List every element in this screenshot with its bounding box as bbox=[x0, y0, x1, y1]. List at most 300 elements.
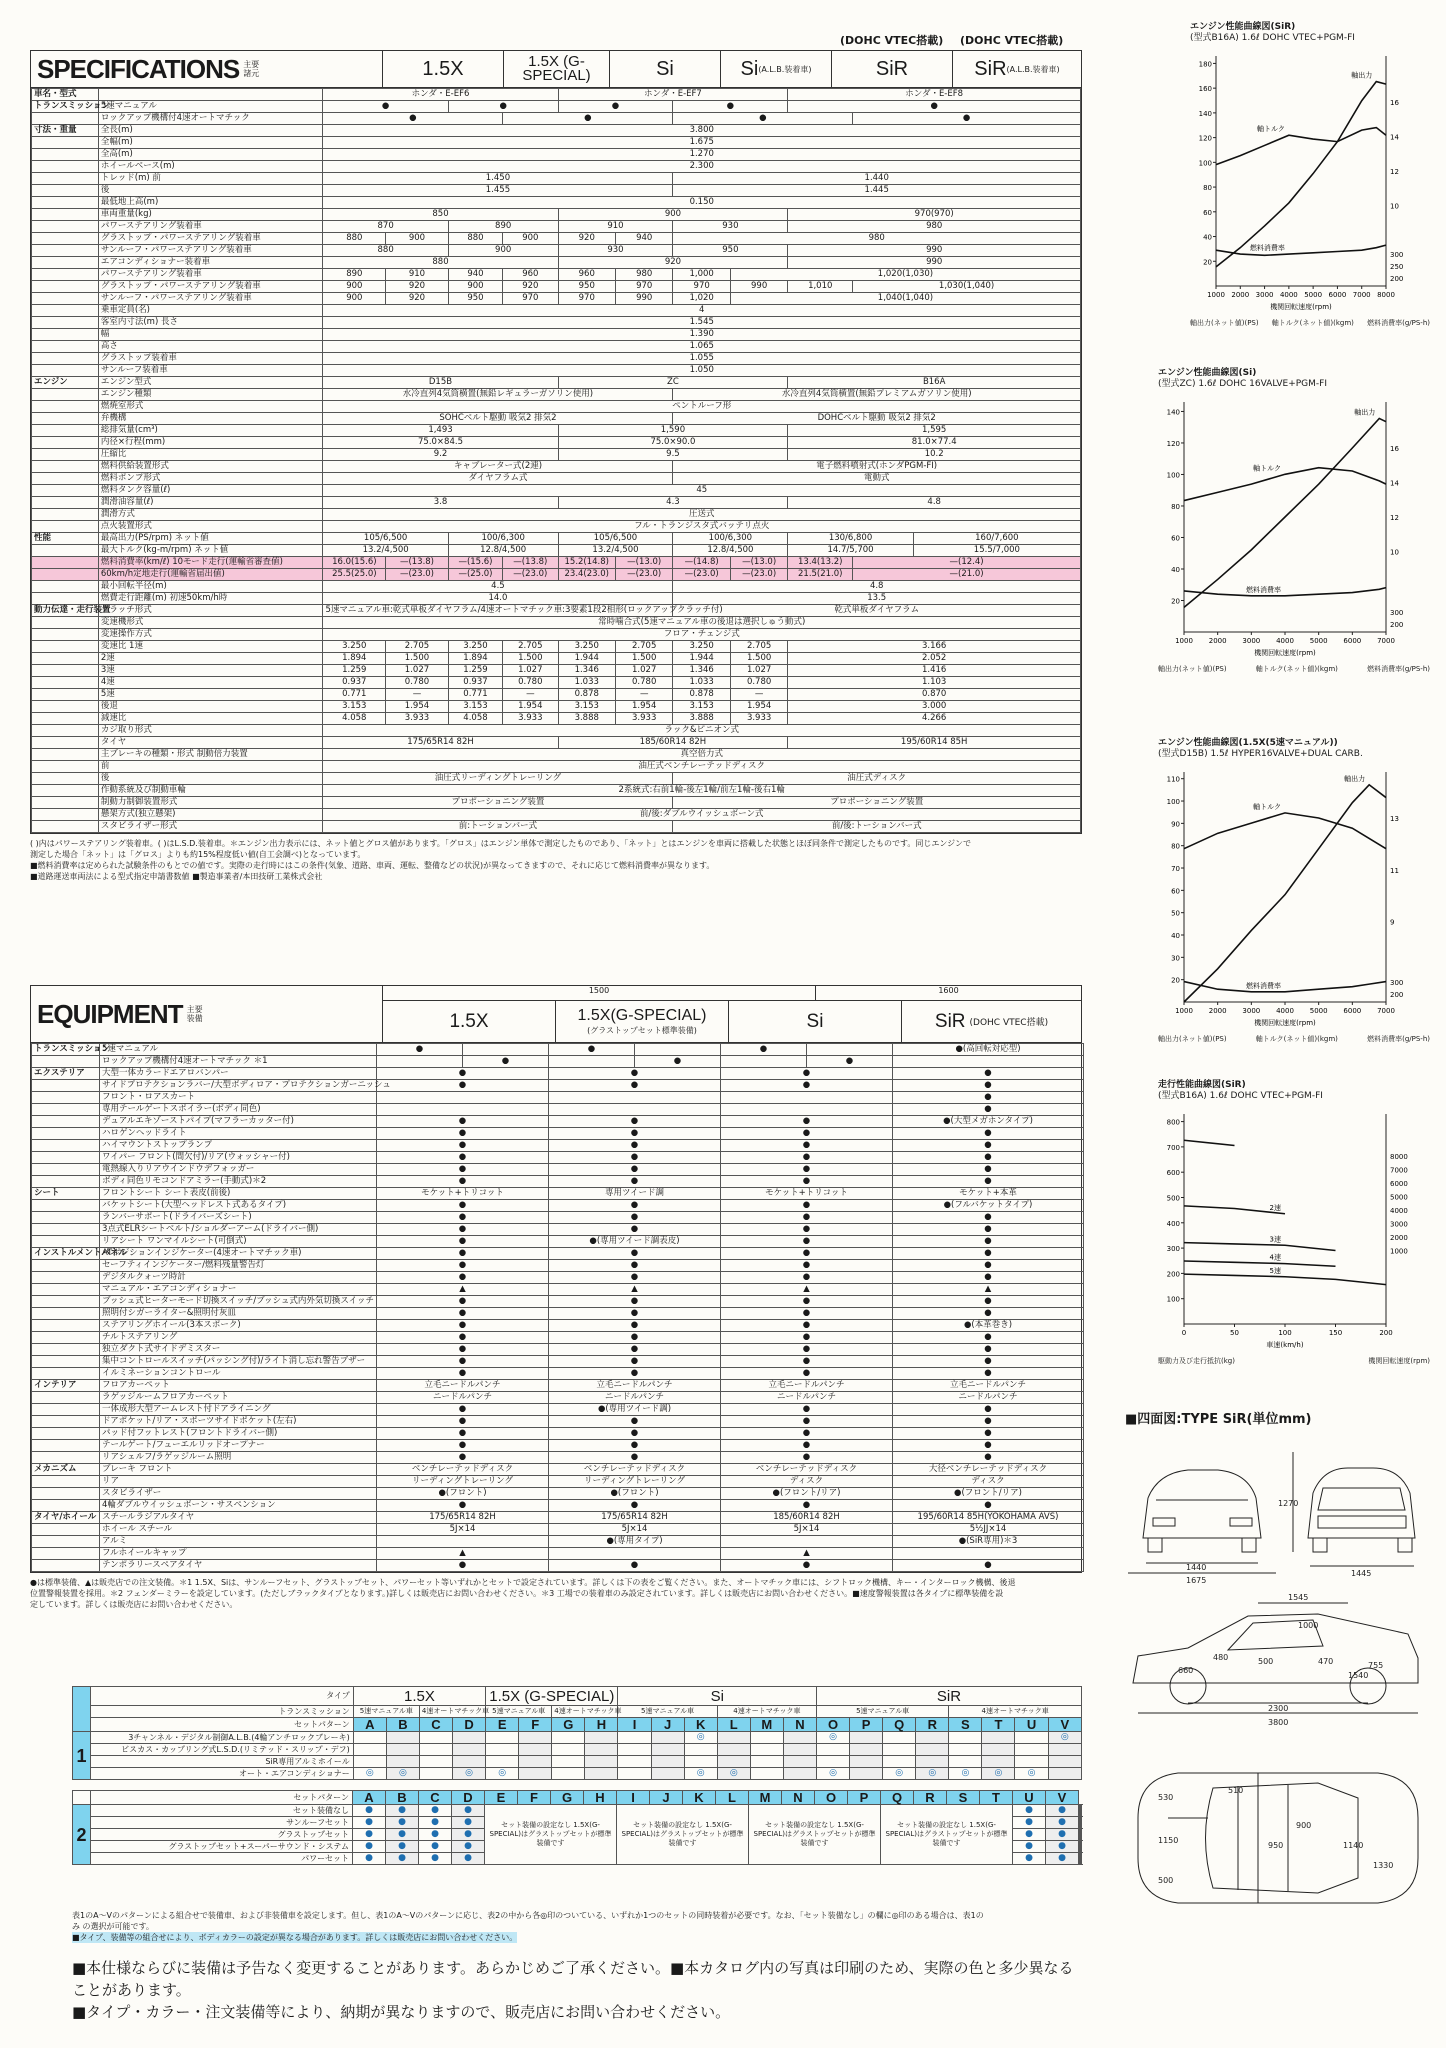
right-tick-label: 12 bbox=[1390, 168, 1399, 176]
equip-row bbox=[32, 1080, 1084, 1092]
equip-row bbox=[32, 1092, 1084, 1104]
spec-value: 3.8 bbox=[323, 497, 558, 509]
right-tick-label: 7000 bbox=[1390, 1166, 1408, 1175]
spec-category bbox=[32, 341, 99, 353]
pattern-mark: ● bbox=[353, 1805, 386, 1817]
equip-row bbox=[32, 1404, 1084, 1416]
spec-value: 195/60R14 85H bbox=[788, 737, 1081, 749]
pattern-mark bbox=[585, 1744, 618, 1756]
right-tick-label: 2000 bbox=[1390, 1234, 1408, 1242]
chart-4 bbox=[1158, 1080, 1440, 1366]
equip-value: ● bbox=[463, 1056, 549, 1068]
pattern-letter: T bbox=[980, 1791, 1013, 1805]
pattern-mark bbox=[618, 1756, 651, 1768]
spec-value: キャブレーター式(2連) bbox=[323, 461, 673, 473]
equip-value: ● bbox=[549, 1296, 721, 1308]
pattern-mark bbox=[453, 1744, 486, 1756]
spec-item: 5速 bbox=[98, 689, 323, 701]
equip-item: セーフティインジケーター/燃料残量警告灯 bbox=[100, 1260, 377, 1272]
spec-value: 900 bbox=[386, 233, 449, 245]
spec-value: 0.780 bbox=[386, 677, 449, 689]
spec-item: ロックアップ機構付4速オートマチック bbox=[98, 113, 323, 125]
spec-value: —(25.0) bbox=[448, 569, 502, 581]
equip-value: ● bbox=[377, 1044, 463, 1056]
pattern-mark bbox=[353, 1744, 386, 1756]
spec-value: 4.266 bbox=[788, 713, 1081, 725]
equip-value: ● bbox=[377, 1272, 549, 1284]
x-tick-label: 6000 bbox=[1328, 291, 1347, 299]
spec-value: 1.545 bbox=[323, 317, 1081, 329]
equip-row bbox=[32, 1332, 1084, 1344]
spec-note: ■燃料消費率は定められた試験条件のもとでの値です。実際の走行時にはこの条件(気象、道路、車両、運転、整備などの状況)が異なってきますので、それに応じて燃料消費率が異なります。 bbox=[30, 861, 715, 870]
equip-value: ● bbox=[893, 1260, 1084, 1272]
spec-item: 弁機構 bbox=[98, 413, 323, 425]
equip-col-3: Si bbox=[729, 1001, 902, 1042]
equip-item: ロックアップ機構付4速オートマチック ＊1 bbox=[100, 1056, 377, 1068]
y-tick-label: 110 bbox=[1166, 775, 1180, 784]
y-tick-label: 80 bbox=[1171, 502, 1180, 511]
y-tick-label: 80 bbox=[1203, 184, 1212, 193]
spec-row bbox=[32, 113, 1081, 125]
pattern-mark bbox=[750, 1768, 783, 1780]
equip-value: ▲ bbox=[721, 1548, 893, 1560]
pattern-mark bbox=[618, 1744, 651, 1756]
pattern-mark bbox=[783, 1732, 816, 1744]
spec-item: 燃料ポンプ形式 bbox=[98, 473, 323, 485]
equip-value: ● bbox=[549, 1500, 721, 1512]
equip-notes bbox=[30, 1577, 1082, 1610]
spec-row bbox=[32, 461, 1081, 473]
y-axis-label-left: 軸出力(ネット値)(PS) bbox=[1190, 319, 1259, 327]
spec-value: 油圧式ベンチレーテッドディスク bbox=[323, 761, 1081, 773]
equip-value: ● bbox=[549, 1068, 721, 1080]
pattern-letter: V bbox=[1046, 1791, 1079, 1805]
spec-value: — bbox=[730, 689, 787, 701]
spec-value: ● bbox=[323, 101, 448, 113]
spec-item: 最低地上高(m) bbox=[98, 197, 323, 209]
spec-value: 960 bbox=[503, 269, 558, 281]
spec-title-sub: 主要諸元 bbox=[243, 60, 260, 78]
pattern-mark bbox=[419, 1732, 452, 1744]
pattern-mark: ● bbox=[1013, 1829, 1046, 1841]
pattern-letter: R bbox=[914, 1791, 947, 1805]
equip-value: ▲ bbox=[721, 1284, 893, 1296]
spec-value: 3.153 bbox=[448, 701, 502, 713]
dim-950: 950 bbox=[1268, 1841, 1284, 1850]
equip-row bbox=[32, 1272, 1084, 1284]
equip-item: 5速マニュアル bbox=[100, 1044, 377, 1056]
option-callout: セット装備の設定なし 1.5X(G-SPECIAL)はグラストップセットが標準装備です bbox=[617, 1805, 749, 1865]
equip-category bbox=[32, 1404, 100, 1416]
spec-value: 3.888 bbox=[558, 713, 615, 725]
spec-value: 0.937 bbox=[323, 677, 386, 689]
drawing-title: ■四面図:TYPE SiR(単位mm) bbox=[1125, 1412, 1312, 1427]
spec-value: 920 bbox=[558, 233, 615, 245]
spec-col-2: 1.5X (G-SPECIAL) bbox=[504, 51, 610, 87]
equip-value bbox=[377, 1104, 549, 1116]
pattern-mark bbox=[486, 1732, 519, 1744]
spec-value: 0.878 bbox=[558, 689, 615, 701]
equip-item: ランバーサポート(ドライバーズシート) bbox=[100, 1212, 377, 1224]
spec-row bbox=[32, 293, 1081, 305]
option-row bbox=[73, 1768, 1082, 1780]
pattern-letter: E bbox=[485, 1791, 518, 1805]
equip-value bbox=[549, 1548, 721, 1560]
equip-row bbox=[32, 1140, 1084, 1152]
spec-category: 性能 bbox=[32, 533, 99, 545]
spec-category bbox=[32, 749, 99, 761]
pattern-mark bbox=[519, 1768, 552, 1780]
spec-value: 1.027 bbox=[615, 665, 672, 677]
pattern-mark bbox=[519, 1756, 552, 1768]
option-callout: セット装備の設定なし 1.5X(G-SPECIAL)はグラストップセットが標準装備です bbox=[749, 1805, 881, 1865]
equip-value bbox=[549, 1056, 635, 1068]
equip-value: ● bbox=[721, 1128, 893, 1140]
x-tick-label: 50 bbox=[1230, 1329, 1239, 1337]
spec-value: 900 bbox=[503, 233, 558, 245]
equip-value: ● bbox=[549, 1200, 721, 1212]
spec-value: ● bbox=[558, 101, 673, 113]
y-tick-label: 40 bbox=[1171, 565, 1180, 574]
trans-name: 4速オートマチック車 bbox=[717, 1706, 816, 1718]
spec-row bbox=[32, 449, 1081, 461]
y-tick-label: 100 bbox=[1198, 159, 1212, 168]
spec-category: 車名・型式 bbox=[32, 89, 99, 101]
pattern-mark bbox=[883, 1732, 916, 1744]
dim-510: 510 bbox=[1228, 1786, 1244, 1795]
spec-category bbox=[32, 581, 99, 593]
series-line-3 bbox=[1184, 982, 1386, 992]
spec-row bbox=[32, 593, 1081, 605]
spec-value: ペントルーフ形 bbox=[323, 401, 1081, 413]
spec-value: 13.2/4,500 bbox=[558, 545, 673, 557]
spec-value: 1.033 bbox=[558, 677, 615, 689]
equip-value: ● bbox=[377, 1560, 549, 1572]
spec-category bbox=[32, 773, 99, 785]
spec-value: ● bbox=[323, 113, 503, 125]
spec-category bbox=[32, 293, 99, 305]
pattern-mark: ● bbox=[386, 1853, 419, 1865]
spec-value: 980 bbox=[788, 221, 1081, 233]
spec-value: 2.705 bbox=[730, 641, 787, 653]
fuel-tick-label: 200 bbox=[1390, 621, 1404, 629]
equip-title-sub: 主要装備 bbox=[186, 1005, 203, 1023]
equip-item: テールゲート/フューエルリッドオープナー bbox=[100, 1440, 377, 1452]
pattern-mark bbox=[552, 1756, 585, 1768]
equip-value: ● bbox=[549, 1044, 635, 1056]
equip-item: パッド付フットレスト(フロントドライバー側) bbox=[100, 1428, 377, 1440]
y-axis-label-right: 軸トルク(ネット値)(kgm) bbox=[1255, 665, 1338, 673]
equip-item: ブッシュ式ヒーターモード切換スイッチ/ブッシュ式内外気切換スイッチ bbox=[100, 1296, 377, 1308]
equip-value: ▲ bbox=[893, 1284, 1084, 1296]
pattern-mark: ◎ bbox=[1015, 1768, 1048, 1780]
trans-name: 4速オートマチック車 bbox=[552, 1706, 618, 1718]
pattern-mark: ◎ bbox=[1048, 1732, 1081, 1744]
spec-row bbox=[32, 653, 1081, 665]
pattern-letter: J bbox=[650, 1791, 683, 1805]
pattern-letter: M bbox=[749, 1791, 782, 1805]
equip-header bbox=[30, 985, 1082, 1043]
equip-row bbox=[32, 1176, 1084, 1188]
spec-item: 潤滑方式 bbox=[98, 509, 323, 521]
equip-category: インストルメントパネル bbox=[32, 1248, 100, 1260]
pattern-mark: ● bbox=[353, 1841, 386, 1853]
spec-row bbox=[32, 689, 1081, 701]
equip-value: ● bbox=[549, 1428, 721, 1440]
pattern-mark bbox=[1015, 1732, 1048, 1744]
spec-category bbox=[32, 485, 99, 497]
equip-value: ● bbox=[377, 1260, 549, 1272]
pattern-mark bbox=[916, 1732, 949, 1744]
option-label: 3チャンネル・デジタル制御A.L.B.(4輪アンチロックブレーキ) bbox=[91, 1732, 354, 1744]
equip-row bbox=[32, 1476, 1084, 1488]
pattern-letter: A bbox=[353, 1791, 386, 1805]
spec-value: 9.2 bbox=[323, 449, 558, 461]
series-label: 軸トルク bbox=[1256, 125, 1285, 134]
equip-value: 立毛ニードルパンチ bbox=[721, 1380, 893, 1392]
pattern-mark bbox=[916, 1744, 949, 1756]
spec-row bbox=[32, 545, 1081, 557]
pattern-mark: ● bbox=[419, 1853, 452, 1865]
equip-row bbox=[32, 1212, 1084, 1224]
trans-name: 5速マニュアル車 bbox=[817, 1706, 949, 1718]
spec-item: 幅 bbox=[98, 329, 323, 341]
equip-value: ● bbox=[721, 1428, 893, 1440]
series-line-1 bbox=[1184, 418, 1386, 607]
equip-value: ● bbox=[721, 1236, 893, 1248]
equip-value: ● bbox=[721, 1416, 893, 1428]
spec-value: —(23.0) bbox=[673, 569, 730, 581]
equip-row bbox=[32, 1536, 1084, 1548]
spec-value: 1.050 bbox=[323, 365, 1081, 377]
spec-row bbox=[32, 821, 1081, 833]
pattern-letter: A bbox=[353, 1718, 386, 1732]
equip-value: ● bbox=[377, 1320, 549, 1332]
equip-value: ● bbox=[377, 1116, 549, 1128]
pattern-letter: O bbox=[815, 1791, 848, 1805]
x-tick-label: 5000 bbox=[1309, 637, 1328, 645]
spec-category bbox=[32, 197, 99, 209]
equip-value: ● bbox=[377, 1236, 549, 1248]
x-tick-label: 2000 bbox=[1231, 291, 1250, 299]
equip-category bbox=[32, 1140, 100, 1152]
spec-category bbox=[32, 761, 99, 773]
equip-category bbox=[32, 1344, 100, 1356]
letter-row bbox=[73, 1718, 1082, 1732]
equip-value: 185/60R14 82H bbox=[721, 1512, 893, 1524]
equip-value: ● bbox=[549, 1224, 721, 1236]
spec-row bbox=[32, 473, 1081, 485]
spec-item: 点火装置形式 bbox=[98, 521, 323, 533]
spec-row bbox=[32, 221, 1081, 233]
equip-item: バケットシート(大型ヘッドレスト式あるタイプ) bbox=[100, 1200, 377, 1212]
equip-item: リアシート ワンマイルシート(可倒式) bbox=[100, 1236, 377, 1248]
type-name: 1.5X (G-SPECIAL) bbox=[486, 1687, 618, 1706]
equip-value: ● bbox=[721, 1368, 893, 1380]
y-tick-label: 60 bbox=[1171, 534, 1180, 543]
y-tick-label: 30 bbox=[1171, 954, 1180, 963]
fuel-tick-label: 300 bbox=[1390, 251, 1404, 259]
spec-value: 1.445 bbox=[673, 185, 1081, 197]
spec-value: 950 bbox=[673, 245, 788, 257]
spec-value: 1.270 bbox=[323, 149, 1081, 161]
spec-category bbox=[32, 593, 99, 605]
equip-row bbox=[32, 1320, 1084, 1332]
spec-value: フロア・チェンジ式 bbox=[323, 629, 1081, 641]
pattern-mark: ● bbox=[1013, 1853, 1046, 1865]
option-label: SiR専用アルミホイール bbox=[91, 1756, 354, 1768]
equip-item: ブレーキ フロント bbox=[100, 1464, 377, 1476]
equip-item: ボディ同色リモコンドアミラー(手動式)＊2 bbox=[100, 1176, 377, 1188]
spec-row bbox=[32, 713, 1081, 725]
spec-value: 2系統式:右前1輪-後左1輪/前左1輪-後右1輪 bbox=[323, 785, 1081, 797]
spec-item: エンジン型式 bbox=[98, 377, 323, 389]
equip-category bbox=[32, 1548, 100, 1560]
equip-note: 位置警報装置を採用。＊2 フェンダーミラーを設定しています。(ただしブラックタイプとなります。)詳しくは販売店にお問い合わせください。＊3 工場での装着車のみ設定されています。詳しくは販売店にお問い合わせください。■速度警報装置は各タイプに標準装備を設 bbox=[30, 1589, 1004, 1598]
spec-value: 1.894 bbox=[323, 653, 386, 665]
equip-value: ● bbox=[549, 1320, 721, 1332]
series-line-1 bbox=[1184, 1140, 1235, 1145]
equip-value: ● bbox=[377, 1344, 549, 1356]
equip-value: ● bbox=[721, 1272, 893, 1284]
spec-row bbox=[32, 425, 1081, 437]
spec-value: 1,010 bbox=[788, 281, 853, 293]
pattern-mark: ● bbox=[1046, 1805, 1079, 1817]
pattern-mark: ◎ bbox=[684, 1768, 717, 1780]
spec-value: ホンダ・E-EF8 bbox=[788, 89, 1081, 101]
equip-value bbox=[549, 1092, 721, 1104]
spec-item: 変速比 1速 bbox=[98, 641, 323, 653]
pattern-mark bbox=[453, 1732, 486, 1744]
dim-1440: 1440 bbox=[1186, 1563, 1207, 1572]
spec-value: 1.894 bbox=[448, 653, 502, 665]
spec-value: 4.3 bbox=[558, 497, 788, 509]
spec-value: 5速マニュアル車:乾式単板ダイヤフラム/4速オートマチック車:3要素1段2相形(ロックアップクラッチ付) bbox=[323, 605, 673, 617]
equip-value: ● bbox=[893, 1560, 1084, 1572]
equip-category: インテリア bbox=[32, 1380, 100, 1392]
right-tick-label: 13 bbox=[1390, 815, 1399, 823]
pattern-mark bbox=[850, 1768, 883, 1780]
spec-row bbox=[32, 125, 1081, 137]
chart-title: エンジン性能曲線図(1.5X(5速マニュアル)) bbox=[1158, 738, 1338, 748]
equip-value: ● bbox=[549, 1356, 721, 1368]
spec-item: 作動系統及び制動車輪 bbox=[98, 785, 323, 797]
spec-value: 1.103 bbox=[788, 677, 1081, 689]
spec-note: ■道路運送車両法による型式指定申請書数値 ■製造事業者/本田技研工業株式会社 bbox=[30, 872, 323, 881]
spec-item: グラストップ装着車 bbox=[98, 353, 323, 365]
equip-row bbox=[32, 1236, 1084, 1248]
equip-category: トランスミッション bbox=[32, 1044, 100, 1056]
equip-item: リアシェルフ/ラゲッジルーム照明 bbox=[100, 1452, 377, 1464]
pattern-mark: ● bbox=[1046, 1853, 1079, 1865]
pattern-mark bbox=[585, 1768, 618, 1780]
spec-category bbox=[32, 701, 99, 713]
spec-value: 3.166 bbox=[788, 641, 1081, 653]
equip-value: ● bbox=[377, 1164, 549, 1176]
option-callout: セット装備の設定なし 1.5X(G-SPECIAL)はグラストップセットが標準装備です bbox=[485, 1805, 617, 1865]
y-axis-label-right: 軸トルク(ネット値)(kgm) bbox=[1271, 319, 1354, 327]
equip-value: ● bbox=[721, 1344, 893, 1356]
equip-category bbox=[32, 1368, 100, 1380]
dim-2300: 2300 bbox=[1268, 1704, 1289, 1713]
x-tick-label: 3000 bbox=[1255, 291, 1274, 299]
equip-row bbox=[32, 1500, 1084, 1512]
spec-value: D15B bbox=[323, 377, 558, 389]
equip-value: ● bbox=[549, 1260, 721, 1272]
equip-row bbox=[32, 1548, 1084, 1560]
spec-item: 乗車定員(名) bbox=[98, 305, 323, 317]
spec-row bbox=[32, 101, 1081, 113]
spec-title bbox=[31, 51, 383, 87]
spec-value: 970 bbox=[615, 281, 672, 293]
pattern-mark: ◎ bbox=[486, 1768, 519, 1780]
pattern-letter: N bbox=[782, 1791, 815, 1805]
pattern-mark bbox=[783, 1756, 816, 1768]
equip-value: ● bbox=[893, 1308, 1084, 1320]
spec-value: ● bbox=[853, 113, 1081, 125]
spec-item: トレッド(m) 前 bbox=[98, 173, 323, 185]
equip-value: ニードルパンチ bbox=[549, 1392, 721, 1404]
equip-value: ●(SiR専用)＊3 bbox=[893, 1536, 1084, 1548]
y-tick-label: 500 bbox=[1166, 1194, 1180, 1203]
pattern-mark: ◎ bbox=[949, 1768, 982, 1780]
equip-category bbox=[32, 1176, 100, 1188]
spec-value: SOHCベルト駆動 吸気2 排気2 bbox=[323, 413, 673, 425]
pattern-mark bbox=[817, 1756, 850, 1768]
spec-row bbox=[32, 785, 1081, 797]
pattern-mark: ● bbox=[419, 1805, 452, 1817]
spec-row bbox=[32, 773, 1081, 785]
equip-value: ニードルパンチ bbox=[721, 1392, 893, 1404]
equip-value: ● bbox=[893, 1212, 1084, 1224]
table-1-number: 1 bbox=[73, 1732, 91, 1780]
equip-item: スタビライザー bbox=[100, 1488, 377, 1500]
fuel-axis-label: 燃料消費率(g/PS-h) bbox=[1367, 1035, 1430, 1043]
spec-value: 900 bbox=[448, 245, 558, 257]
equip-value: ● bbox=[549, 1368, 721, 1380]
pattern-mark bbox=[353, 1732, 386, 1744]
pattern-letter: B bbox=[386, 1718, 419, 1732]
equip-row bbox=[32, 1524, 1084, 1536]
type-name: SiR bbox=[817, 1687, 1082, 1706]
spec-value: 2.705 bbox=[386, 641, 449, 653]
pattern-mark bbox=[419, 1756, 452, 1768]
spec-row bbox=[32, 581, 1081, 593]
dim-530: 530 bbox=[1158, 1793, 1174, 1802]
footer-line: ■本仕様ならびに装備は予告なく変更することがあります。あらかじめご了承ください。■本カタログ内の写真は印刷のため、実際の色と多少異なることがあります。 bbox=[72, 1959, 1074, 1999]
fuel-axis-label: 燃料消費率(g/PS-h) bbox=[1367, 665, 1430, 673]
equip-category bbox=[32, 1260, 100, 1272]
equip-value: ● bbox=[377, 1332, 549, 1344]
trans-name: 5速マニュアル車 bbox=[486, 1706, 552, 1718]
pattern-letter: P bbox=[848, 1791, 881, 1805]
spec-value: 0.780 bbox=[730, 677, 787, 689]
equip-row bbox=[32, 1380, 1084, 1392]
y-tick-label: 140 bbox=[1166, 408, 1180, 417]
equip-item: 照明付シガーライター&照明付灰皿 bbox=[100, 1308, 377, 1320]
y-tick-label: 60 bbox=[1203, 208, 1212, 217]
spec-row bbox=[32, 269, 1081, 281]
equip-value: ● bbox=[549, 1212, 721, 1224]
x-tick-label: 8000 bbox=[1377, 291, 1395, 299]
pattern-mark bbox=[486, 1756, 519, 1768]
x-axis-label: 車速(km/h) bbox=[1266, 1341, 1304, 1349]
spec-row bbox=[32, 557, 1081, 569]
equip-row bbox=[32, 1452, 1084, 1464]
spec-category bbox=[32, 401, 99, 413]
pattern-letter: M bbox=[750, 1718, 783, 1732]
equip-value: ● bbox=[721, 1152, 893, 1164]
